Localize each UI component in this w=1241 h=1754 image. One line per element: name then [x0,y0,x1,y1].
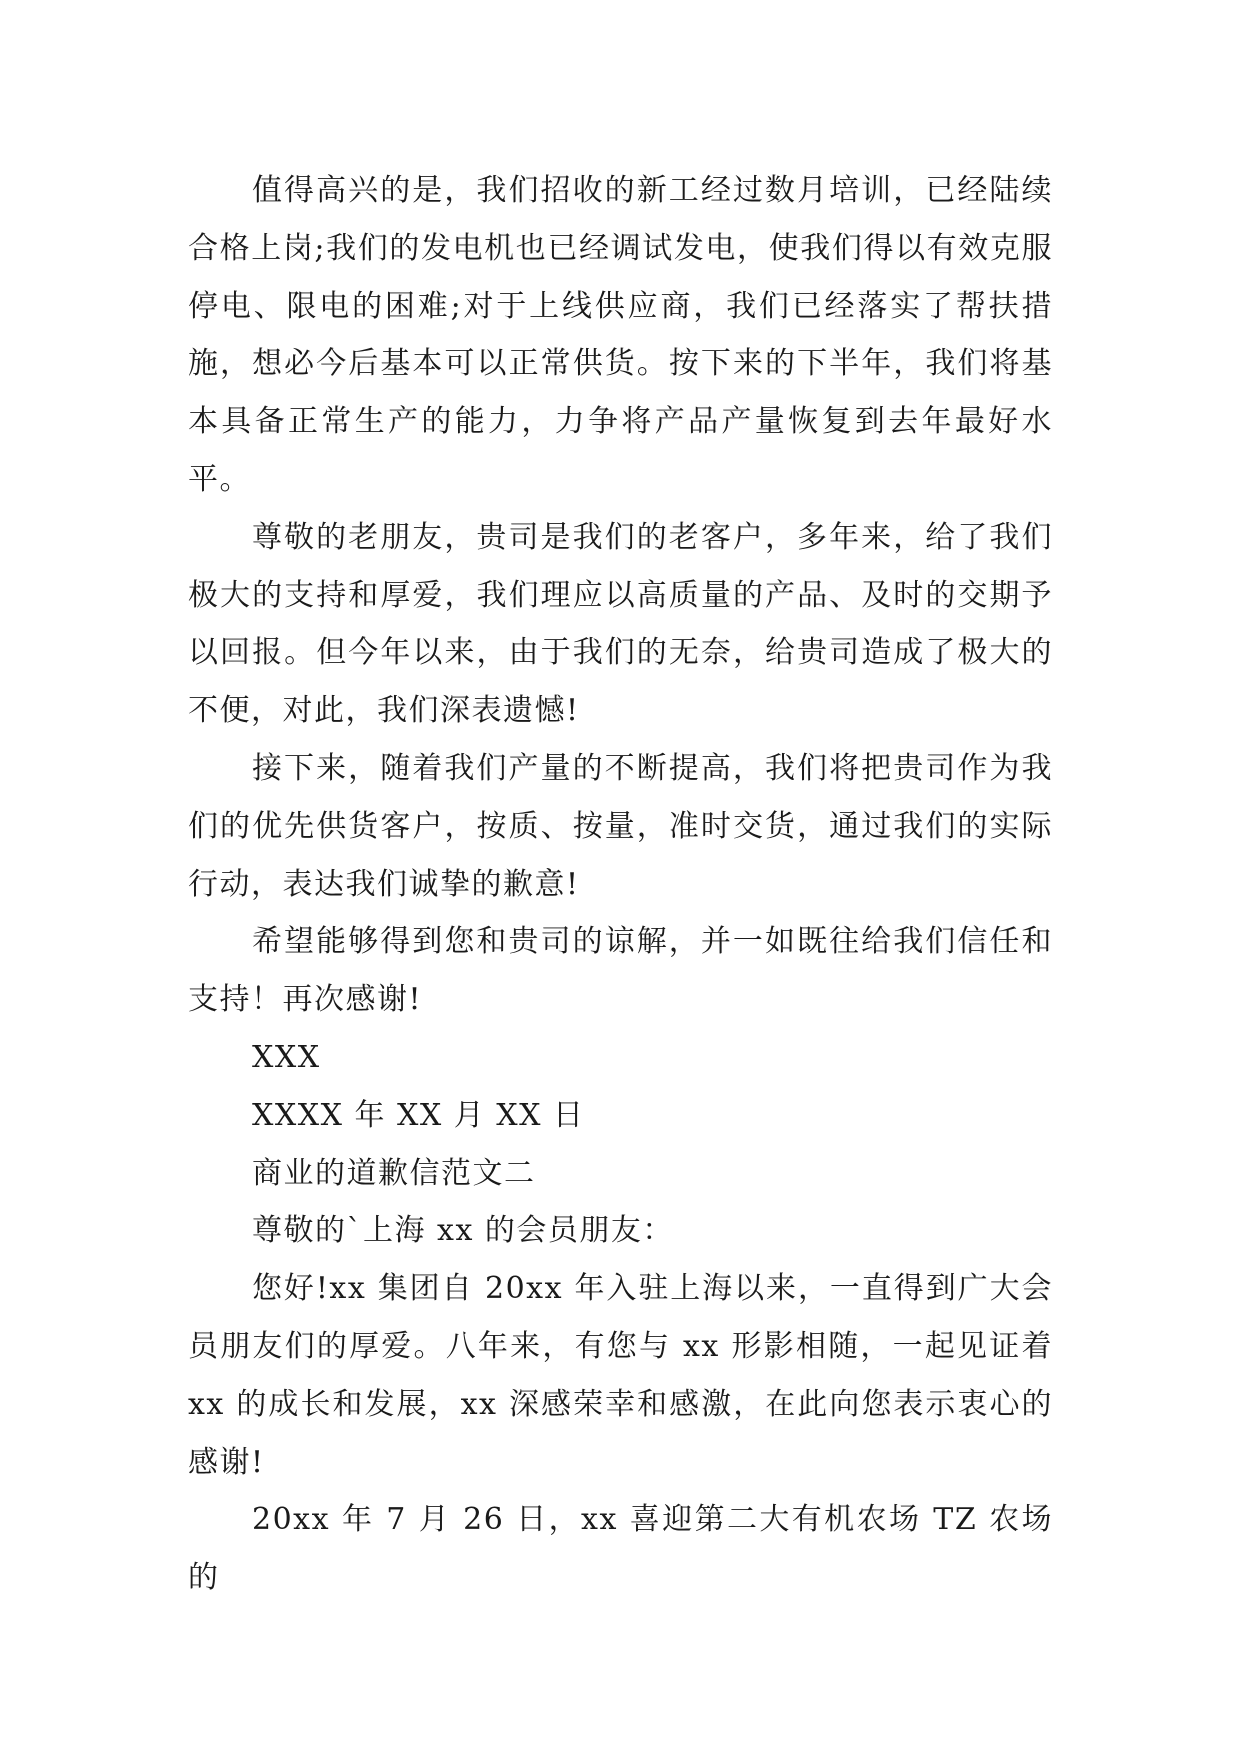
paragraph-progress-update: 值得高兴的是，我们招收的新工经过数月培训，已经陆续合格上岗;我们的发电机也已经调试发电，使我们得以有效克服停电、限电的困难;对于上线供应商，我们已经落实了帮扶措施，想必今后基本可以正常供货。按下来的下半年，我们将基本具备正常生产的能力，力争将产品产量恢复到去年最好水平。 [188,173,1053,497]
paragraph-apology: 尊敬的老朋友，贵司是我们的老客户，多年来，给了我们极大的支持和厚爱，我们理应以高质量的产品、及时的交期予以回报。但今年以来，由于我们的无奈，给贵司造成了极大的不便，对此，我们深表遗憾! [188,519,1053,729]
letter-body [188,162,1053,1607]
paragraph-thanks: 希望能够得到您和贵司的谅解，并一如既往给我们信任和支持！再次感谢! [188,924,1053,1018]
signature: XXX [252,1039,321,1075]
paragraph-commitment: 接下来，随着我们产量的不断提高，我们将把贵司作为我们的优先供货客户，按质、按量，准时交货，通过我们的实际行动，表达我们诚挚的歉意! [188,750,1053,902]
paragraph-event: 20xx 年 7 月 26 日，xx 喜迎第二大有机农场 TZ 农场的 [188,1502,1053,1596]
paragraph-greeting: 您好!xx 集团自 20xx 年入驻上海以来，一直得到广大会员朋友们的厚爱。八年来，有您与 xx 形影相随，一起见证着 xx 的成长和发展，xx 深感荣幸和感激，在此向您表示衷心的感谢! [188,1271,1053,1480]
date-line: XXXX 年 XX 月 XX 日 [252,1097,585,1133]
salutation: 尊敬的`上海 xx 的会员朋友： [252,1213,674,1249]
section-heading: 商业的道歉信范文二 [252,1155,536,1191]
